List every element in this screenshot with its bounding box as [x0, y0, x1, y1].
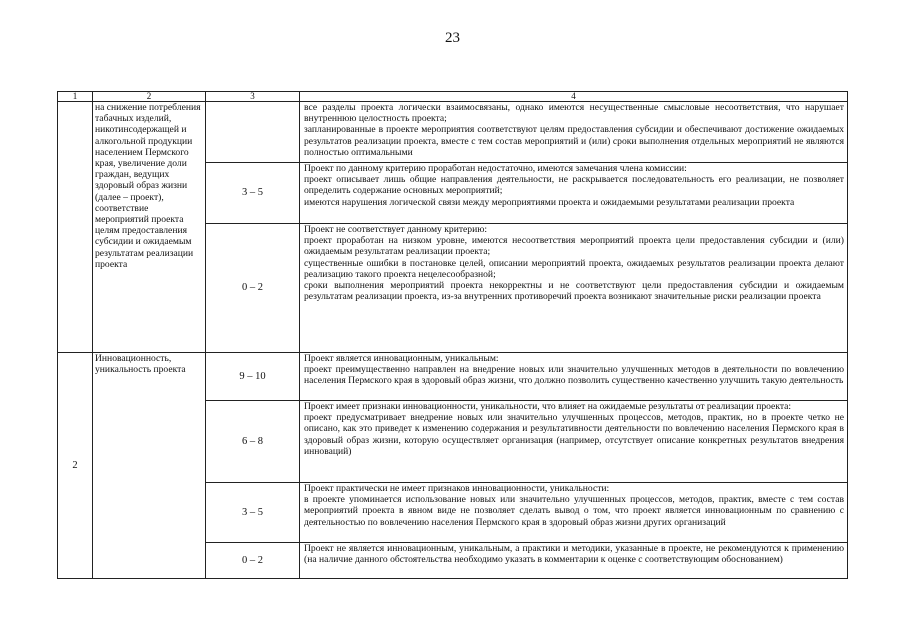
description-paragraph: Проект практически не имеет признаков инновационности, уникальности: [304, 483, 610, 494]
score-description [300, 543, 848, 579]
score-range: 0 – 2 [206, 543, 300, 579]
criterion-name: на снижение потребления табачных изделий, никотинсодержащей и алкогольной продукции населением Пермского края, увеличение доли граждан, ведущих здоровый образ жизни (далее – проект), соответствие мероприятий проекта целям предоставления субсидии и ожидаемым результатам реализации проекта [93, 102, 206, 353]
description-paragraph: Проект по данному критерию проработан недостаточно, имеются замечания члена комиссии: [304, 163, 687, 174]
description-paragraph: проект преимущественно направлен на внедрение новых или значительно улучшенных методов в деятельности по вовлечению населения Пермского края в здоровый образ жизни, что должно позволить существенно качественно улучшить такую деятельность [304, 364, 844, 387]
score-range: 0 – 2 [206, 224, 300, 353]
score-description [300, 224, 848, 353]
evaluation-table [57, 91, 848, 579]
description-paragraph: Проект не соответствует данному критерию: [304, 224, 488, 235]
table-row [58, 102, 848, 163]
score-range: 3 – 5 [206, 483, 300, 543]
page-number: 23 [445, 30, 460, 46]
header-col-3: 3 [206, 92, 300, 102]
score-description [300, 483, 848, 543]
description-paragraph: Проект является инновационным, уникальным: [304, 353, 499, 364]
criterion-name: Инновационность, уникальность проекта [93, 353, 206, 579]
description-paragraph: проект проработан на низком уровне, имеются несоответствия мероприятий проекта цели предоставления субсидии и (или) ожидаемым результатам реализации проекта; [304, 235, 844, 258]
header-col-2: 2 [93, 92, 206, 102]
criterion-number-cell [58, 102, 93, 353]
description-paragraph: имеются нарушения логической связи между мероприятиями проекта и ожидаемыми результатами реализации проекта [304, 196, 795, 208]
score-range: 6 – 8 [206, 401, 300, 483]
score-description [300, 401, 848, 483]
header-col-1: 1 [58, 92, 93, 102]
description-paragraph: проект предусматривает внедрение новых или значительно улучшенных процессов, методов, практик, но в проекте четко не описано, как это приведет к изменению содержания и результативности деятельности по вовлечению населения Пермского края в здоровый образ жизни, которую осуществляет организация (например, отсутствует описание конкретных результатов внедрения инноваций) [304, 412, 844, 457]
score-range: 3 – 5 [206, 163, 300, 224]
description-paragraph: в проекте упоминается использование новых или значительно улучшенных процессов, методов, практик, вместе с тем состав мероприятий проекта в явном виде не позволяет сделать вывод о том, что проект является инновационным по сравнению с деятельностью по вовлечению населения Пермского края в здоровый образ жизни других организаций [304, 494, 844, 528]
description-paragraph: Проект не является инновационным, уникальным, а практики и методики, указанные в проекте, не рекомендуются к применению (на наличие данного обстоятельства необходимо указать в комментарии к оценке с соответствующим обоснованием) [304, 543, 844, 566]
table-row [58, 353, 848, 401]
description-paragraph: проект описывает лишь общие направления деятельности, не раскрывается последовательность его реализации, не позволяет определить содержание основных мероприятий; [304, 174, 844, 197]
description-paragraph: все разделы проекта логически взаимосвязаны, однако имеются несущественные смысловые несоответствия, что нарушает внутреннюю целостность проекта; [304, 102, 844, 125]
score-description [300, 163, 848, 224]
description-paragraph: существенные ошибки в постановке целей, описании мероприятий проекта, ожидаемых результатов реализации проекта делают реализацию такого проекта нецелесообразной; [304, 257, 844, 280]
description-paragraph: запланированные в проекте мероприятия соответствуют целям предоставления субсидии и обеспечивают достижение ожидаемых результатов реализации проекта, вместе с тем состав мероприятий и (или) сроки выполнения отдельных мероприятий не являются полностью оптимальными [304, 124, 844, 158]
header-col-4: 4 [300, 92, 848, 102]
score-description [300, 353, 848, 401]
score-description [300, 102, 848, 163]
score-range [206, 102, 300, 163]
description-paragraph: сроки выполнения мероприятий проекта некорректны и не соответствуют цели предоставления субсидии и ожидаемым результатам реализации проекта, из-за внутренних противоречий проекта возникают значительные риски реализации проекта [304, 280, 844, 303]
header-row [58, 92, 848, 102]
description-paragraph: Проект имеет признаки инновационности, уникальности, что влияет на ожидаемые результаты от реализации проекта: [304, 401, 792, 412]
score-range: 9 – 10 [206, 353, 300, 401]
criterion-number: 2 [58, 353, 93, 579]
